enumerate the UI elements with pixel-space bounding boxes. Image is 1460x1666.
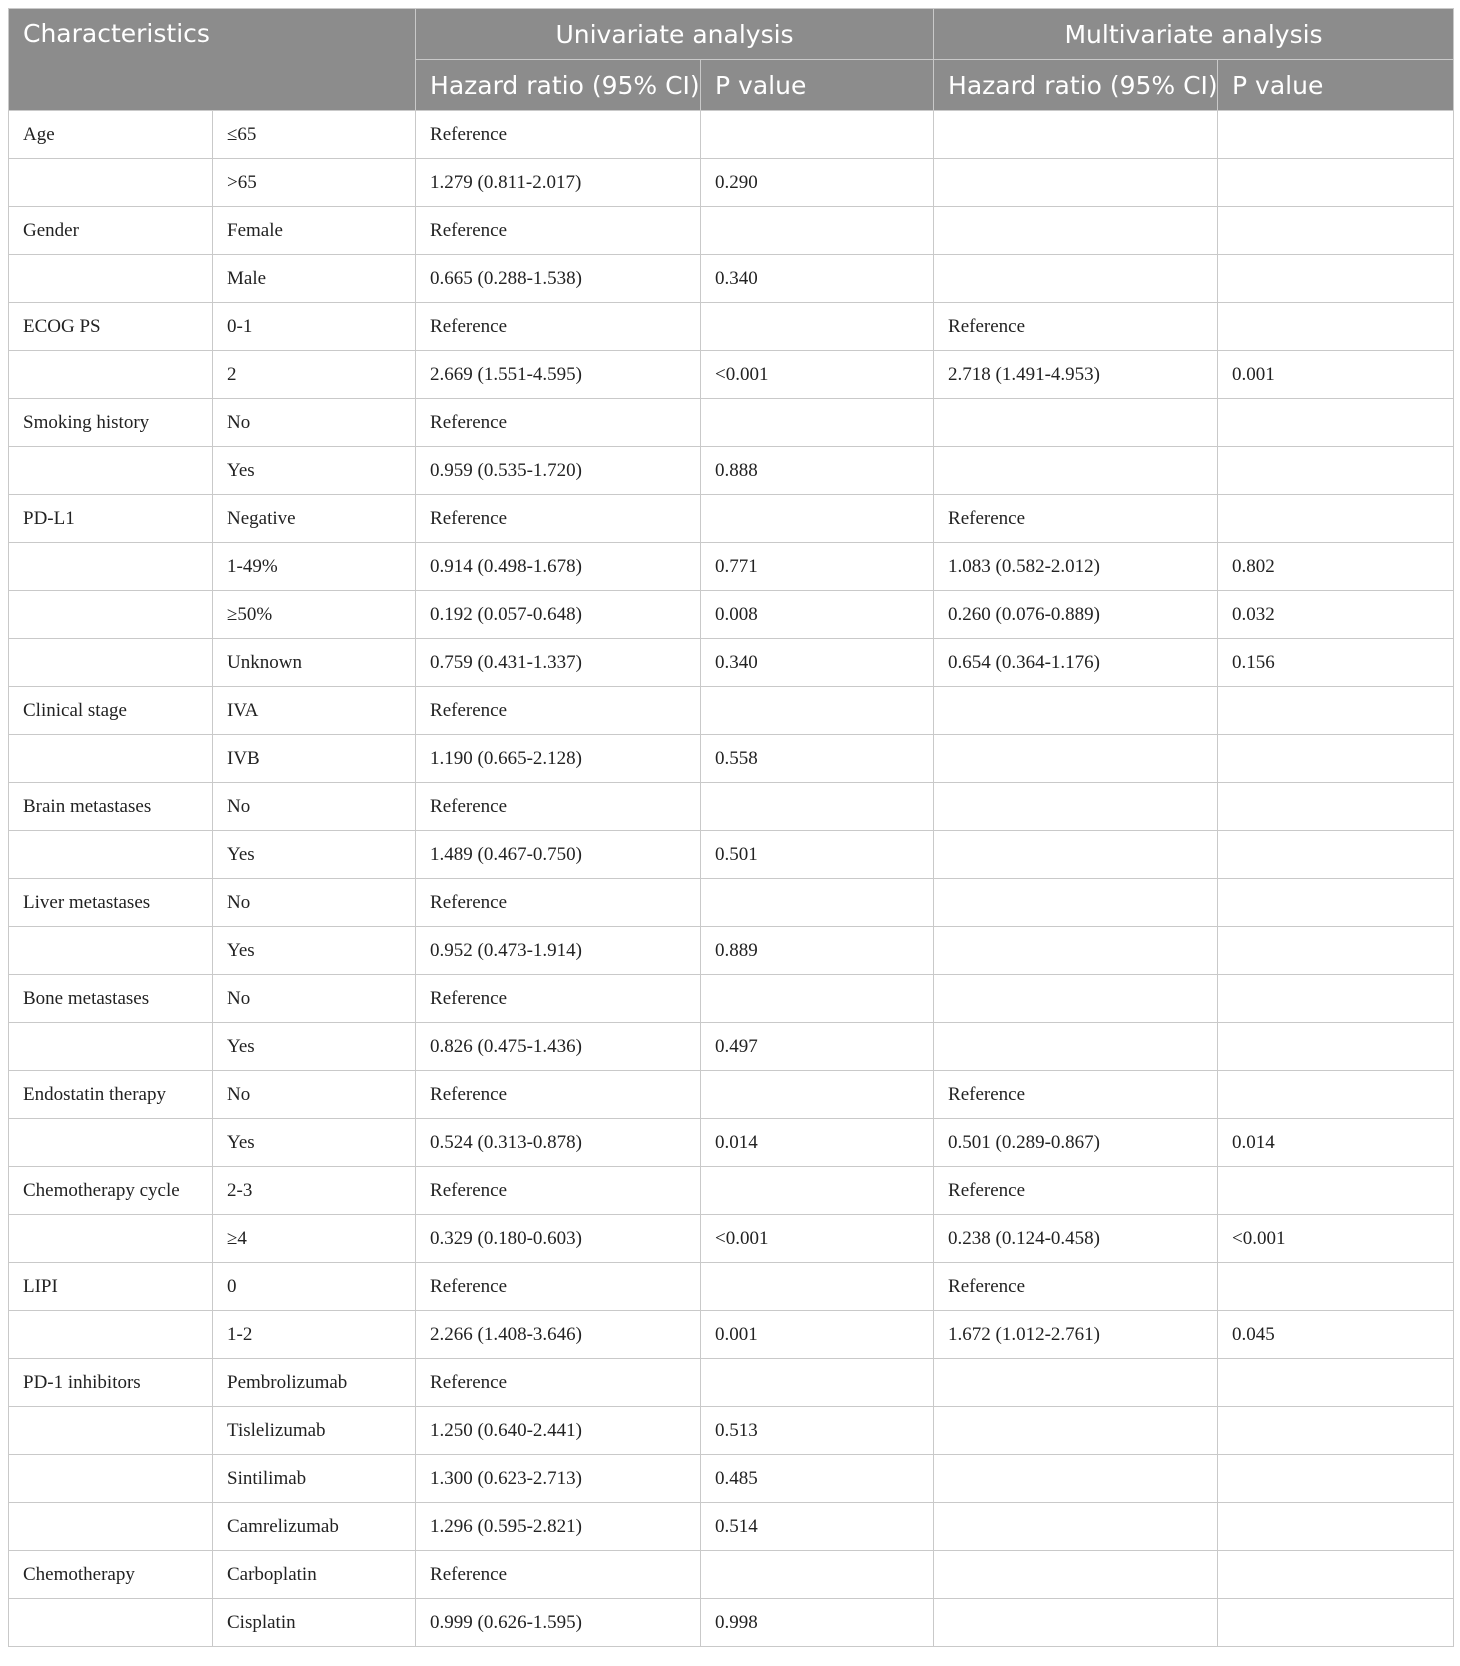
table-row: [9, 111, 1454, 159]
multivariate-hazard-ratio-cell: [934, 927, 1218, 975]
subgroup-cell: 0-1: [213, 303, 416, 351]
multivariate-p-value-cell: 0.032: [1218, 591, 1454, 639]
univariate-p-value-cell: [701, 111, 934, 159]
characteristic-cell: [9, 447, 213, 495]
table-container: [8, 8, 1453, 1647]
characteristic-cell: [9, 1407, 213, 1455]
subgroup-cell: Yes: [213, 1119, 416, 1167]
univariate-p-value-cell: [701, 1167, 934, 1215]
subgroup-cell: Female: [213, 207, 416, 255]
characteristic-cell: Liver metastases: [9, 879, 213, 927]
univariate-p-value-cell: 0.340: [701, 255, 934, 303]
multivariate-hazard-ratio-cell: [934, 159, 1218, 207]
table-row: [9, 1071, 1454, 1119]
table-row: [9, 207, 1454, 255]
univariate-hazard-ratio-cell: 0.952 (0.473-1.914): [416, 927, 701, 975]
table-row: [9, 975, 1454, 1023]
multivariate-hazard-ratio-cell: [934, 735, 1218, 783]
subgroup-cell: No: [213, 879, 416, 927]
univariate-hazard-ratio-cell: Reference: [416, 687, 701, 735]
univariate-p-value-cell: 0.771: [701, 543, 934, 591]
multivariate-p-value-cell: [1218, 1407, 1454, 1455]
univariate-p-value-cell: 0.514: [701, 1503, 934, 1551]
multivariate-p-value-cell: [1218, 1071, 1454, 1119]
table-row: [9, 1023, 1454, 1071]
subgroup-cell: ≥4: [213, 1215, 416, 1263]
multivariate-hazard-ratio-cell: 0.501 (0.289-0.867): [934, 1119, 1218, 1167]
subgroup-cell: Sintilimab: [213, 1455, 416, 1503]
table-row: [9, 1551, 1454, 1599]
characteristic-cell: [9, 1503, 213, 1551]
univariate-p-value-cell: 0.485: [701, 1455, 934, 1503]
multivariate-p-value-cell: [1218, 1455, 1454, 1503]
header-multi-hazard-ratio: Hazard ratio (95% CI): [934, 60, 1218, 111]
multivariate-hazard-ratio-cell: [934, 447, 1218, 495]
characteristic-cell: Age: [9, 111, 213, 159]
table-row: [9, 1119, 1454, 1167]
table-row: [9, 783, 1454, 831]
subgroup-cell: Cisplatin: [213, 1599, 416, 1647]
subgroup-cell: >65: [213, 159, 416, 207]
table-row: [9, 1407, 1454, 1455]
univariate-p-value-cell: [701, 207, 934, 255]
univariate-hazard-ratio-cell: Reference: [416, 879, 701, 927]
characteristic-cell: Bone metastases: [9, 975, 213, 1023]
characteristic-cell: [9, 639, 213, 687]
multivariate-p-value-cell: 0.001: [1218, 351, 1454, 399]
univariate-hazard-ratio-cell: 2.266 (1.408-3.646): [416, 1311, 701, 1359]
univariate-p-value-cell: 0.290: [701, 159, 934, 207]
univariate-p-value-cell: [701, 495, 934, 543]
subgroup-cell: Tislelizumab: [213, 1407, 416, 1455]
subgroup-cell: Male: [213, 255, 416, 303]
table-row: [9, 255, 1454, 303]
multivariate-hazard-ratio-cell: 1.672 (1.012-2.761): [934, 1311, 1218, 1359]
subgroup-cell: Unknown: [213, 639, 416, 687]
table-row: [9, 879, 1454, 927]
multivariate-hazard-ratio-cell: [934, 783, 1218, 831]
multivariate-p-value-cell: [1218, 159, 1454, 207]
table-row: [9, 927, 1454, 975]
multivariate-p-value-cell: <0.001: [1218, 1215, 1454, 1263]
univariate-p-value-cell: 0.998: [701, 1599, 934, 1647]
univariate-p-value-cell: 0.014: [701, 1119, 934, 1167]
multivariate-hazard-ratio-cell: 1.083 (0.582-2.012): [934, 543, 1218, 591]
characteristic-cell: [9, 159, 213, 207]
multivariate-p-value-cell: 0.045: [1218, 1311, 1454, 1359]
multivariate-hazard-ratio-cell: Reference: [934, 303, 1218, 351]
characteristic-cell: [9, 1119, 213, 1167]
characteristic-cell: Endostatin therapy: [9, 1071, 213, 1119]
multivariate-p-value-cell: [1218, 1503, 1454, 1551]
univariate-p-value-cell: [701, 879, 934, 927]
characteristic-cell: LIPI: [9, 1263, 213, 1311]
multivariate-hazard-ratio-cell: [934, 1023, 1218, 1071]
table-row: [9, 399, 1454, 447]
characteristic-cell: [9, 591, 213, 639]
multivariate-hazard-ratio-cell: Reference: [934, 1071, 1218, 1119]
univariate-hazard-ratio-cell: 0.524 (0.313-0.878): [416, 1119, 701, 1167]
multivariate-p-value-cell: [1218, 735, 1454, 783]
header-multivariate: Multivariate analysis: [934, 9, 1454, 60]
characteristic-cell: PD-L1: [9, 495, 213, 543]
univariate-hazard-ratio-cell: 1.190 (0.665-2.128): [416, 735, 701, 783]
univariate-p-value-cell: [701, 1359, 934, 1407]
multivariate-hazard-ratio-cell: 0.260 (0.076-0.889): [934, 591, 1218, 639]
characteristic-cell: [9, 735, 213, 783]
characteristic-cell: [9, 255, 213, 303]
characteristic-cell: [9, 351, 213, 399]
subgroup-cell: Yes: [213, 927, 416, 975]
univariate-hazard-ratio-cell: Reference: [416, 1551, 701, 1599]
multivariate-p-value-cell: [1218, 783, 1454, 831]
subgroup-cell: ≤65: [213, 111, 416, 159]
characteristic-cell: [9, 831, 213, 879]
univariate-hazard-ratio-cell: 0.959 (0.535-1.720): [416, 447, 701, 495]
univariate-p-value-cell: [701, 1263, 934, 1311]
characteristic-cell: [9, 1455, 213, 1503]
table-row: [9, 303, 1454, 351]
characteristic-cell: [9, 1311, 213, 1359]
multivariate-p-value-cell: [1218, 927, 1454, 975]
univariate-p-value-cell: <0.001: [701, 351, 934, 399]
characteristic-cell: Chemotherapy cycle: [9, 1167, 213, 1215]
multivariate-hazard-ratio-cell: [934, 1407, 1218, 1455]
univariate-hazard-ratio-cell: 1.489 (0.467-0.750): [416, 831, 701, 879]
univariate-hazard-ratio-cell: 1.300 (0.623-2.713): [416, 1455, 701, 1503]
subgroup-cell: Yes: [213, 1023, 416, 1071]
multivariate-hazard-ratio-cell: [934, 1455, 1218, 1503]
table-row: [9, 1263, 1454, 1311]
subgroup-cell: 2-3: [213, 1167, 416, 1215]
univariate-hazard-ratio-cell: Reference: [416, 495, 701, 543]
multivariate-p-value-cell: [1218, 303, 1454, 351]
table-row: [9, 1167, 1454, 1215]
univariate-hazard-ratio-cell: Reference: [416, 303, 701, 351]
univariate-hazard-ratio-cell: 0.826 (0.475-1.436): [416, 1023, 701, 1071]
multivariate-p-value-cell: [1218, 1023, 1454, 1071]
multivariate-p-value-cell: [1218, 1599, 1454, 1647]
univariate-p-value-cell: 0.340: [701, 639, 934, 687]
multivariate-p-value-cell: [1218, 111, 1454, 159]
subgroup-cell: ≥50%: [213, 591, 416, 639]
subgroup-cell: No: [213, 975, 416, 1023]
univariate-p-value-cell: 0.008: [701, 591, 934, 639]
table-row: [9, 1599, 1454, 1647]
multivariate-hazard-ratio-cell: 0.654 (0.364-1.176): [934, 639, 1218, 687]
multivariate-hazard-ratio-cell: [934, 111, 1218, 159]
multivariate-hazard-ratio-cell: 2.718 (1.491-4.953): [934, 351, 1218, 399]
multivariate-p-value-cell: [1218, 1263, 1454, 1311]
multivariate-p-value-cell: [1218, 255, 1454, 303]
multivariate-hazard-ratio-cell: [934, 1551, 1218, 1599]
univariate-hazard-ratio-cell: 1.296 (0.595-2.821): [416, 1503, 701, 1551]
univariate-hazard-ratio-cell: Reference: [416, 207, 701, 255]
header-uni-hazard-ratio: Hazard ratio (95% CI): [416, 60, 701, 111]
multivariate-p-value-cell: [1218, 1359, 1454, 1407]
table-row: [9, 1359, 1454, 1407]
multivariate-p-value-cell: 0.014: [1218, 1119, 1454, 1167]
univariate-p-value-cell: [701, 783, 934, 831]
characteristic-cell: [9, 543, 213, 591]
table-row: [9, 495, 1454, 543]
characteristic-cell: [9, 1599, 213, 1647]
multivariate-hazard-ratio-cell: 0.238 (0.124-0.458): [934, 1215, 1218, 1263]
multivariate-p-value-cell: [1218, 831, 1454, 879]
multivariate-hazard-ratio-cell: [934, 255, 1218, 303]
subgroup-cell: 0: [213, 1263, 416, 1311]
subgroup-cell: 1-49%: [213, 543, 416, 591]
multivariate-hazard-ratio-cell: [934, 1599, 1218, 1647]
univariate-p-value-cell: 0.513: [701, 1407, 934, 1455]
characteristic-cell: Smoking history: [9, 399, 213, 447]
table-row: [9, 447, 1454, 495]
univariate-hazard-ratio-cell: 0.329 (0.180-0.603): [416, 1215, 701, 1263]
multivariate-p-value-cell: [1218, 1167, 1454, 1215]
univariate-p-value-cell: <0.001: [701, 1215, 934, 1263]
multivariate-hazard-ratio-cell: [934, 207, 1218, 255]
univariate-p-value-cell: 0.558: [701, 735, 934, 783]
univariate-hazard-ratio-cell: Reference: [416, 399, 701, 447]
univariate-hazard-ratio-cell: 0.999 (0.626-1.595): [416, 1599, 701, 1647]
table-row: [9, 159, 1454, 207]
univariate-p-value-cell: [701, 1551, 934, 1599]
univariate-p-value-cell: [701, 1071, 934, 1119]
univariate-hazard-ratio-cell: Reference: [416, 1071, 701, 1119]
subgroup-cell: Yes: [213, 447, 416, 495]
subgroup-cell: 1-2: [213, 1311, 416, 1359]
univariate-p-value-cell: [701, 687, 934, 735]
univariate-hazard-ratio-cell: Reference: [416, 111, 701, 159]
univariate-hazard-ratio-cell: 0.759 (0.431-1.337): [416, 639, 701, 687]
multivariate-p-value-cell: [1218, 975, 1454, 1023]
characteristic-cell: PD-1 inhibitors: [9, 1359, 213, 1407]
subgroup-cell: IVB: [213, 735, 416, 783]
univariate-p-value-cell: [701, 975, 934, 1023]
subgroup-cell: No: [213, 399, 416, 447]
multivariate-hazard-ratio-cell: [934, 975, 1218, 1023]
multivariate-p-value-cell: [1218, 495, 1454, 543]
subgroup-cell: 2: [213, 351, 416, 399]
subgroup-cell: IVA: [213, 687, 416, 735]
univariate-p-value-cell: 0.001: [701, 1311, 934, 1359]
header-univariate: Univariate analysis: [416, 9, 934, 60]
univariate-hazard-ratio-cell: Reference: [416, 1167, 701, 1215]
characteristic-cell: Clinical stage: [9, 687, 213, 735]
univariate-hazard-ratio-cell: 1.250 (0.640-2.441): [416, 1407, 701, 1455]
subgroup-cell: Negative: [213, 495, 416, 543]
subgroup-cell: No: [213, 783, 416, 831]
table-row: [9, 1311, 1454, 1359]
table-body: [9, 111, 1454, 1647]
characteristic-cell: ECOG PS: [9, 303, 213, 351]
multivariate-hazard-ratio-cell: [934, 687, 1218, 735]
multivariate-hazard-ratio-cell: [934, 1503, 1218, 1551]
table-row: [9, 687, 1454, 735]
header-uni-p-value: P value: [701, 60, 934, 111]
multivariate-hazard-ratio-cell: [934, 1359, 1218, 1407]
table-row: [9, 639, 1454, 687]
table-row: [9, 831, 1454, 879]
multivariate-p-value-cell: [1218, 447, 1454, 495]
univariate-p-value-cell: 0.889: [701, 927, 934, 975]
multivariate-hazard-ratio-cell: Reference: [934, 1167, 1218, 1215]
univariate-p-value-cell: 0.501: [701, 831, 934, 879]
subgroup-cell: Carboplatin: [213, 1551, 416, 1599]
univariate-hazard-ratio-cell: Reference: [416, 1359, 701, 1407]
table-row: [9, 591, 1454, 639]
subgroup-cell: No: [213, 1071, 416, 1119]
table-row: [9, 351, 1454, 399]
characteristic-cell: [9, 1023, 213, 1071]
univariate-hazard-ratio-cell: Reference: [416, 783, 701, 831]
multivariate-p-value-cell: 0.802: [1218, 543, 1454, 591]
univariate-p-value-cell: [701, 303, 934, 351]
multivariate-hazard-ratio-cell: Reference: [934, 1263, 1218, 1311]
table-header: [9, 9, 1454, 111]
univariate-hazard-ratio-cell: 0.192 (0.057-0.648): [416, 591, 701, 639]
multivariate-p-value-cell: [1218, 1551, 1454, 1599]
univariate-hazard-ratio-cell: 1.279 (0.811-2.017): [416, 159, 701, 207]
multivariate-hazard-ratio-cell: [934, 399, 1218, 447]
univariate-p-value-cell: 0.888: [701, 447, 934, 495]
regression-table: [8, 8, 1454, 1647]
multivariate-p-value-cell: [1218, 207, 1454, 255]
header-characteristics: Characteristics: [9, 9, 416, 111]
multivariate-p-value-cell: [1218, 879, 1454, 927]
univariate-p-value-cell: [701, 399, 934, 447]
multivariate-p-value-cell: 0.156: [1218, 639, 1454, 687]
univariate-p-value-cell: 0.497: [701, 1023, 934, 1071]
multivariate-p-value-cell: [1218, 687, 1454, 735]
table-row: [9, 735, 1454, 783]
multivariate-p-value-cell: [1218, 399, 1454, 447]
table-row: [9, 1503, 1454, 1551]
table-row: [9, 543, 1454, 591]
subgroup-cell: Pembrolizumab: [213, 1359, 416, 1407]
univariate-hazard-ratio-cell: Reference: [416, 1263, 701, 1311]
subgroup-cell: Camrelizumab: [213, 1503, 416, 1551]
characteristic-cell: Chemotherapy: [9, 1551, 213, 1599]
univariate-hazard-ratio-cell: 0.665 (0.288-1.538): [416, 255, 701, 303]
multivariate-hazard-ratio-cell: [934, 879, 1218, 927]
characteristic-cell: Gender: [9, 207, 213, 255]
univariate-hazard-ratio-cell: 0.914 (0.498-1.678): [416, 543, 701, 591]
table-row: [9, 1455, 1454, 1503]
table-row: [9, 1215, 1454, 1263]
characteristic-cell: Brain metastases: [9, 783, 213, 831]
characteristic-cell: [9, 1215, 213, 1263]
header-multi-p-value: P value: [1218, 60, 1454, 111]
characteristic-cell: [9, 927, 213, 975]
multivariate-hazard-ratio-cell: Reference: [934, 495, 1218, 543]
univariate-hazard-ratio-cell: 2.669 (1.551-4.595): [416, 351, 701, 399]
multivariate-hazard-ratio-cell: [934, 831, 1218, 879]
subgroup-cell: Yes: [213, 831, 416, 879]
univariate-hazard-ratio-cell: Reference: [416, 975, 701, 1023]
